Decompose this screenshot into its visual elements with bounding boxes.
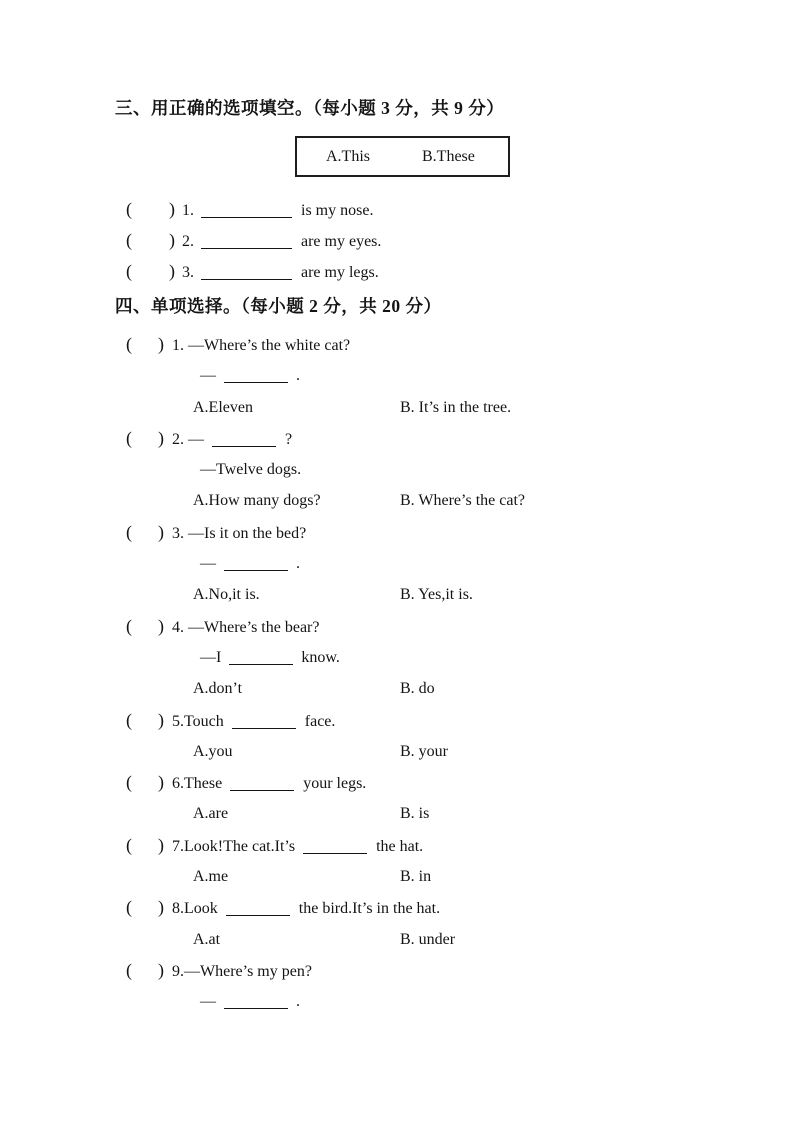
question-1 <box>115 329 715 423</box>
answer-parentheses: ( ) <box>126 897 164 918</box>
options-line <box>115 798 715 829</box>
option-b: B. your <box>400 742 448 760</box>
answer-parentheses: ( ) <box>126 834 164 855</box>
response-text: —Twelve dogs. <box>200 461 302 479</box>
dash-text: — <box>200 993 216 1011</box>
question-stem <box>115 423 715 454</box>
options-line <box>115 485 715 516</box>
options-line <box>115 861 715 892</box>
item-number: 1. <box>182 202 194 219</box>
options-line <box>115 579 715 610</box>
answer-blank <box>224 368 288 383</box>
question-stem <box>115 955 715 986</box>
fill-item-2 <box>115 225 715 256</box>
answer-blank <box>201 203 292 218</box>
answer-parentheses: ( ) <box>126 427 164 448</box>
answer-blank <box>226 901 290 916</box>
answer-blank <box>303 839 367 854</box>
stem-text: 6.These <box>172 775 223 793</box>
stem-text: 7.Look!The cat.It’s <box>172 837 296 855</box>
answer-parentheses: ( ) <box>126 709 164 730</box>
option-a: A.are <box>193 805 229 823</box>
stem-text: 8.Look <box>172 900 218 918</box>
dash-text: — <box>200 367 216 385</box>
answer-blank <box>232 714 296 729</box>
page-content <box>115 96 715 1018</box>
word-bank-option-b: B.These <box>422 147 475 165</box>
question-4 <box>115 611 715 705</box>
answer-parentheses: ( ) <box>126 521 164 542</box>
question-3 <box>115 517 715 611</box>
options-line <box>115 924 715 955</box>
answer-blank <box>224 556 288 571</box>
answer-blank <box>212 432 276 447</box>
section3-word-bank-box <box>295 136 510 177</box>
stem-post-text: the hat. <box>376 837 424 855</box>
response-post-text: . <box>296 555 300 573</box>
question-7 <box>115 830 715 893</box>
option-a: A.at <box>193 930 221 948</box>
item-text: is my nose. <box>301 202 374 219</box>
option-a: A.Eleven <box>193 398 253 416</box>
response-post-text: . <box>296 993 300 1011</box>
response-line <box>115 454 715 485</box>
response-line <box>115 360 715 391</box>
option-a: A.How many dogs? <box>193 492 321 510</box>
question-9 <box>115 955 715 1018</box>
option-b: B. do <box>400 680 435 698</box>
dash-text: — <box>200 555 216 573</box>
fill-item-3 <box>115 256 715 287</box>
options-line <box>115 392 715 423</box>
question-stem <box>115 517 715 548</box>
question-stem <box>115 705 715 736</box>
item-number: 2. <box>182 233 194 250</box>
stem-post-text: the bird.It’s in the hat. <box>298 900 441 918</box>
question-5 <box>115 705 715 768</box>
answer-parentheses: ( ) <box>126 199 175 219</box>
question-stem <box>115 611 715 642</box>
option-b: B. It’s in the tree. <box>400 398 512 416</box>
stem-post-text: ? <box>285 430 293 448</box>
option-a: A.you <box>193 742 233 760</box>
stem-post-text: your legs. <box>303 775 367 793</box>
fill-item-1 <box>115 194 715 225</box>
option-b: B. Where’s the cat? <box>400 492 525 510</box>
answer-blank <box>230 776 294 791</box>
question-stem <box>115 892 715 923</box>
question-stem <box>115 329 715 360</box>
answer-parentheses: ( ) <box>126 334 164 354</box>
answer-parentheses: ( ) <box>126 230 175 250</box>
stem-text: 2. — <box>172 430 204 448</box>
response-line <box>115 548 715 579</box>
option-a: A.No,it is. <box>193 586 260 604</box>
option-a: A.me <box>193 868 229 886</box>
response-post-text: . <box>296 367 300 385</box>
answer-blank <box>201 234 292 249</box>
question-stem <box>115 830 715 861</box>
option-b: B. in <box>400 868 432 886</box>
stem-text: 4. —Where’s the bear? <box>172 618 320 636</box>
response-post-text: know. <box>301 648 340 666</box>
word-bank-option-a: A.This <box>326 147 370 165</box>
answer-parentheses: ( ) <box>126 615 164 636</box>
item-text: are my legs. <box>301 264 379 281</box>
answer-parentheses: ( ) <box>126 959 164 980</box>
option-a: A.don’t <box>193 680 243 698</box>
option-b: B. is <box>400 805 430 823</box>
dash-text: —I <box>200 648 222 666</box>
stem-text: 9.—Where’s my pen? <box>172 962 312 980</box>
answer-blank <box>229 650 293 665</box>
item-number: 3. <box>182 264 194 281</box>
answer-parentheses: ( ) <box>126 772 164 793</box>
section3-heading: 三、用正确的选项填空。（每小题 3 分，共 9 分） <box>115 98 505 118</box>
response-line <box>115 986 715 1017</box>
options-line <box>115 673 715 704</box>
options-line <box>115 736 715 767</box>
section4-questions <box>115 329 715 1018</box>
option-b: B. Yes,it is. <box>400 586 473 604</box>
answer-blank <box>201 265 292 280</box>
stem-post-text: face. <box>304 712 336 730</box>
stem-text: 5.Touch <box>172 712 224 730</box>
section4-heading: 四、单项选择。（每小题 2 分，共 20 分） <box>115 296 442 316</box>
question-8 <box>115 892 715 955</box>
item-text: are my eyes. <box>301 233 382 250</box>
response-line <box>115 642 715 673</box>
stem-text: 1. —Where’s the white cat? <box>172 337 351 354</box>
question-stem <box>115 767 715 798</box>
stem-text: 3. —Is it on the bed? <box>172 524 307 542</box>
option-b: B. under <box>400 930 456 948</box>
answer-blank <box>224 994 288 1009</box>
question-2 <box>115 423 715 517</box>
answer-parentheses: ( ) <box>126 261 175 281</box>
section3-items <box>115 194 715 287</box>
question-6 <box>115 767 715 830</box>
